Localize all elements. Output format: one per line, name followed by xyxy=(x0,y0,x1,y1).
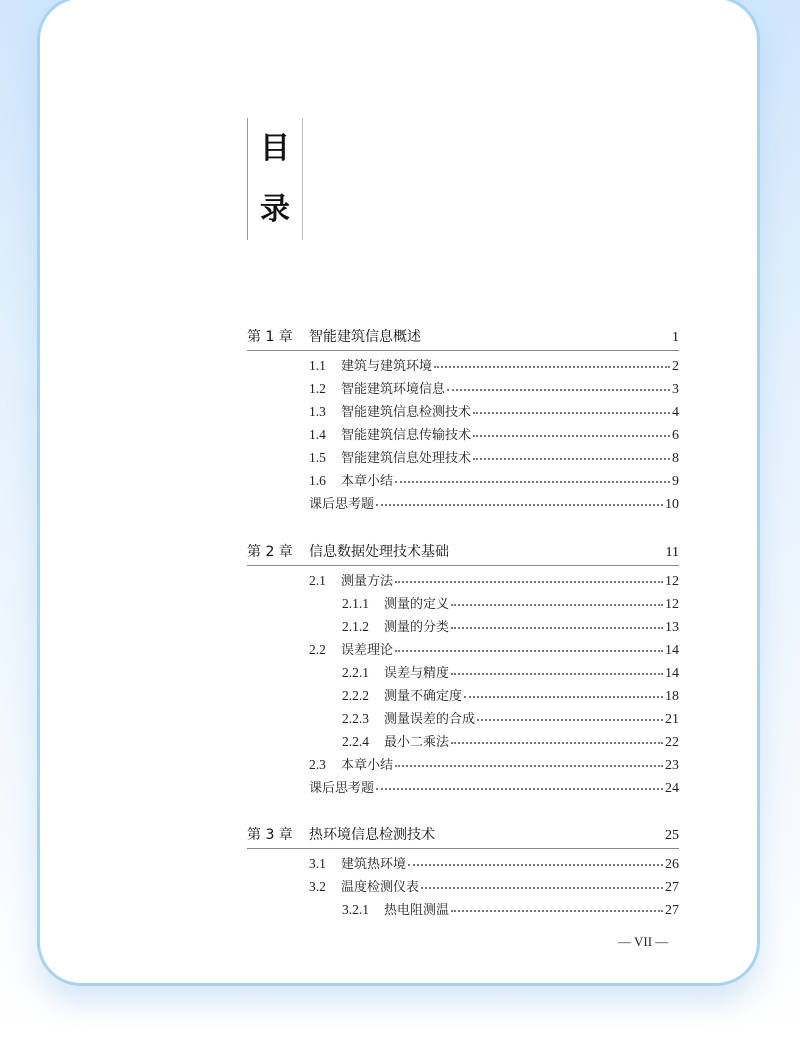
chapter-number: 第 2 章 xyxy=(247,544,293,560)
chapter-number: 第 3 章 xyxy=(247,827,293,843)
entry-title: 误差理论 xyxy=(341,643,394,658)
entry-page: 9 xyxy=(672,474,679,489)
entry-page: 12 xyxy=(665,597,679,612)
entry-title: 测量方法 xyxy=(341,574,394,589)
toc-entry[interactable] xyxy=(247,731,679,754)
dot-leader xyxy=(421,887,663,889)
entry-page: 21 xyxy=(665,712,679,727)
entry-number: 2.2.1 xyxy=(342,665,369,680)
toc-entry[interactable] xyxy=(247,853,679,876)
dot-leader xyxy=(395,765,663,767)
entry-page: 18 xyxy=(665,689,679,704)
entry-page: 14 xyxy=(665,643,679,658)
entry-title: 本章小结 xyxy=(341,474,394,489)
chapter-3-section xyxy=(247,824,679,922)
dot-leader xyxy=(434,366,670,368)
entry-title: 测量的定义 xyxy=(384,597,450,612)
entry-number: 2.2.3 xyxy=(342,711,369,726)
toc-entry[interactable] xyxy=(247,662,679,685)
dot-leader xyxy=(451,673,663,675)
entry-page: 12 xyxy=(665,574,679,589)
chapter-2-section xyxy=(247,541,679,800)
entry-title: 课后思考题 xyxy=(309,781,375,796)
entry-page: 22 xyxy=(665,735,679,750)
dot-leader xyxy=(477,719,663,721)
entry-page: 6 xyxy=(672,428,679,443)
entry-title: 测量不确定度 xyxy=(384,689,463,704)
chapter-heading[interactable] xyxy=(247,326,679,351)
entry-number: 2.1 xyxy=(309,573,326,588)
dot-leader xyxy=(451,604,663,606)
chapter-page: 1 xyxy=(672,330,679,345)
toc-entry[interactable] xyxy=(247,424,679,447)
dot-leader xyxy=(395,650,663,652)
chapter-heading[interactable] xyxy=(247,824,679,849)
toc-title xyxy=(247,118,303,240)
entry-title: 建筑热环境 xyxy=(341,857,407,872)
dot-leader xyxy=(408,864,663,866)
entry-page: 24 xyxy=(665,781,679,796)
dot-leader xyxy=(451,910,663,912)
entry-page: 4 xyxy=(672,405,679,420)
dot-leader xyxy=(447,389,670,391)
entry-title: 智能建筑信息传输技术 xyxy=(341,428,472,443)
entry-number: 1.5 xyxy=(309,450,326,465)
entry-page: 27 xyxy=(665,903,679,918)
page-number: — VII — xyxy=(618,934,669,949)
toc-entry[interactable] xyxy=(247,570,679,593)
entry-page: 14 xyxy=(665,666,679,681)
chapter-page: 25 xyxy=(665,828,679,843)
dot-leader xyxy=(376,788,663,790)
entry-number: 2.1.1 xyxy=(342,596,369,611)
chapter-title: 信息数据处理技术基础 xyxy=(309,544,449,560)
toc-entry[interactable] xyxy=(247,708,679,731)
entry-page: 26 xyxy=(665,857,679,872)
entry-number: 3.2.1 xyxy=(342,902,369,917)
chapter-title: 热环境信息检测技术 xyxy=(309,827,435,843)
entry-number: 3.1 xyxy=(309,856,326,871)
chapter-title: 智能建筑信息概述 xyxy=(309,329,421,345)
dot-leader xyxy=(376,504,663,506)
toc-entry[interactable] xyxy=(247,639,679,662)
toc-entry[interactable] xyxy=(247,401,679,424)
entry-number: 1.4 xyxy=(309,427,326,442)
chapter-1-section xyxy=(247,326,679,516)
entry-number: 1.1 xyxy=(309,358,326,373)
entry-number: 2.1.2 xyxy=(342,619,369,634)
entry-number: 3.2 xyxy=(309,879,326,894)
entry-title: 温度检测仪表 xyxy=(341,880,420,895)
entry-page: 3 xyxy=(672,382,679,397)
entry-title: 建筑与建筑环境 xyxy=(341,359,433,374)
entry-page: 8 xyxy=(672,451,679,466)
toc-entry[interactable] xyxy=(247,685,679,708)
entry-number: 1.2 xyxy=(309,381,326,396)
entry-title: 本章小结 xyxy=(341,758,394,773)
dot-leader xyxy=(395,481,670,483)
entry-page: 10 xyxy=(665,497,679,512)
entry-number: 2.2.4 xyxy=(342,734,369,749)
title-char-1: 目 xyxy=(260,130,290,166)
entry-title: 智能建筑环境信息 xyxy=(341,382,446,397)
toc-entry[interactable] xyxy=(247,899,679,922)
entry-title: 智能建筑信息检测技术 xyxy=(341,405,472,420)
toc-entry[interactable] xyxy=(247,876,679,899)
chapter-heading[interactable] xyxy=(247,541,679,566)
chapter-page: 11 xyxy=(665,545,679,560)
entry-title: 测量的分类 xyxy=(384,620,450,635)
dot-leader xyxy=(473,412,670,414)
toc-entry[interactable] xyxy=(247,470,679,493)
toc-entry[interactable] xyxy=(247,616,679,639)
entry-page: 27 xyxy=(665,880,679,895)
entry-title: 最小二乘法 xyxy=(384,735,450,750)
entry-title: 热电阻测温 xyxy=(384,903,450,918)
title-char-2: 录 xyxy=(260,191,290,227)
dot-leader xyxy=(473,435,670,437)
dot-leader xyxy=(464,696,663,698)
entry-title: 误差与精度 xyxy=(384,666,450,681)
toc-entry[interactable] xyxy=(247,754,679,777)
chapter-number: 第 1 章 xyxy=(247,329,293,345)
toc-entry[interactable] xyxy=(247,593,679,616)
entry-number: 2.2.2 xyxy=(342,688,369,703)
entry-title: 智能建筑信息处理技术 xyxy=(341,451,472,466)
dot-leader xyxy=(451,627,663,629)
entry-number: 1.3 xyxy=(309,404,326,419)
entry-number: 2.3 xyxy=(309,757,326,772)
entry-page: 2 xyxy=(672,359,679,374)
entry-number: 1.6 xyxy=(309,473,326,488)
entry-title: 测量误差的合成 xyxy=(384,712,476,727)
toc-entry[interactable] xyxy=(247,493,679,516)
toc-entry[interactable] xyxy=(247,777,679,800)
toc-entry[interactable] xyxy=(247,447,679,470)
dot-leader xyxy=(473,458,670,460)
entry-number: 2.2 xyxy=(309,642,326,657)
toc-entry[interactable] xyxy=(247,378,679,401)
dot-leader xyxy=(451,742,663,744)
dot-leader xyxy=(395,581,663,583)
entry-page: 23 xyxy=(665,758,679,773)
entry-title: 课后思考题 xyxy=(309,497,375,512)
entry-page: 13 xyxy=(665,620,679,635)
toc-entry[interactable] xyxy=(247,355,679,378)
